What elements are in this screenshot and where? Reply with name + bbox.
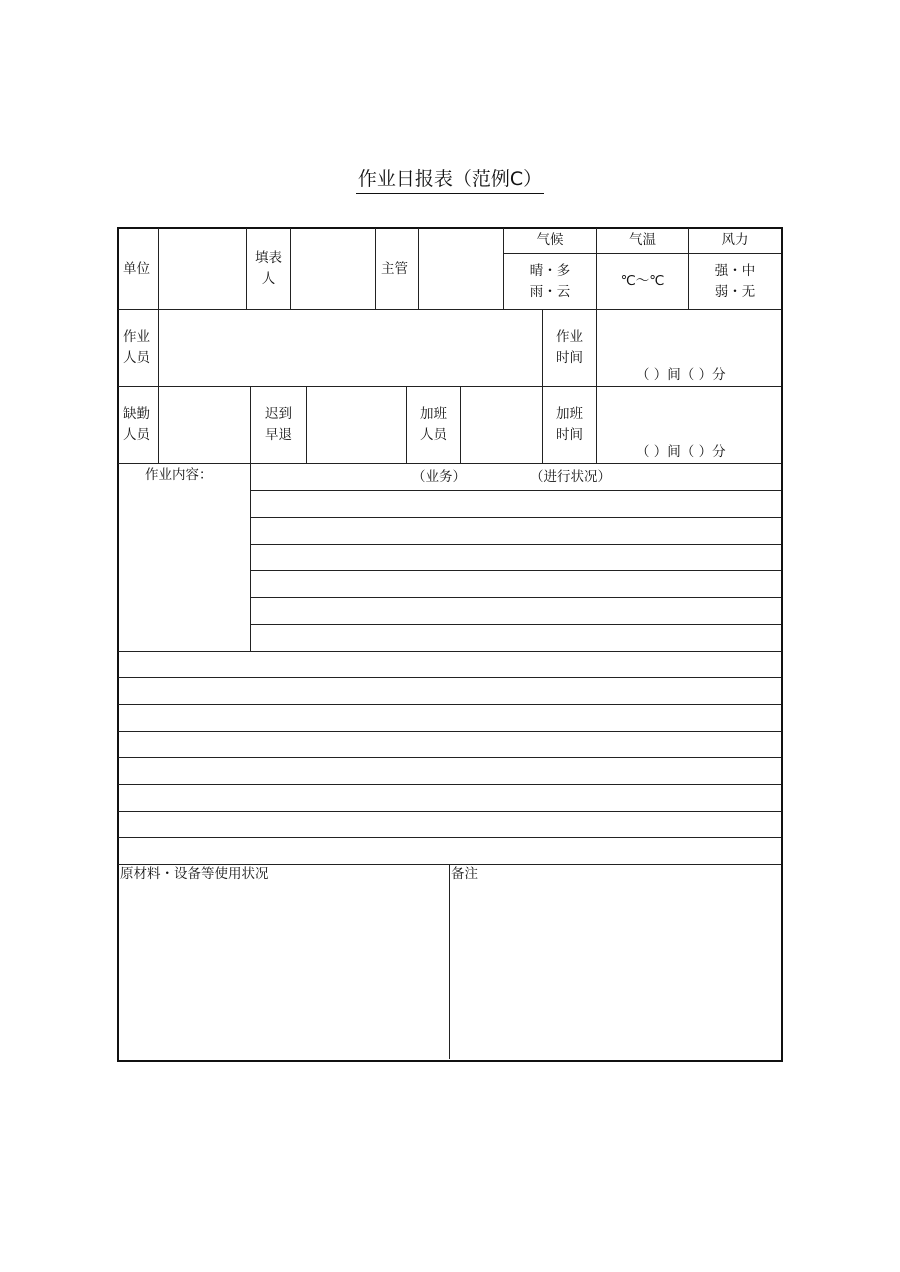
work-time-value: （ ）间（ ）分 (636, 367, 726, 383)
col-divider (375, 228, 376, 309)
materials-label: 原材料・设备等使用状况 (120, 866, 269, 882)
business-header: （业务） (412, 469, 466, 485)
temperature-range: ℃～℃ (620, 273, 665, 289)
col-divider (596, 386, 597, 463)
col-divider (158, 309, 159, 386)
content-line (118, 704, 781, 705)
late-leave-label: 迟到 早退 (265, 406, 292, 443)
unit-label: 单位 (123, 261, 150, 277)
overtime-time-value: （ ）间（ ）分 (636, 444, 726, 460)
row-divider-2 (118, 386, 781, 387)
row-divider-3 (118, 463, 781, 464)
overtime-time-label: 加班 时间 (556, 406, 583, 443)
content-line (118, 811, 781, 812)
weather-options: 晴・多 雨・云 (529, 263, 571, 300)
content-line (118, 651, 781, 652)
wind-label: 风力 (721, 232, 749, 248)
supervisor-label: 主管 (381, 261, 408, 277)
workers-label: 作业 人员 (123, 329, 150, 366)
report-table (117, 227, 783, 1062)
content-line (118, 757, 781, 758)
col-divider (290, 228, 291, 309)
absent-label: 缺勤 人员 (123, 406, 150, 443)
content-line (118, 837, 781, 838)
row-divider-1 (118, 309, 781, 310)
col-divider (460, 386, 461, 463)
content-line (118, 784, 781, 785)
page-title: 作业日报表（范例C） (0, 166, 900, 194)
content-line (250, 490, 781, 491)
weather-label: 气候 (536, 232, 564, 248)
col-divider (158, 228, 159, 309)
col-divider (158, 386, 159, 463)
content-line (118, 677, 781, 678)
content-label: 作业内容： (145, 467, 213, 483)
weather-header-divider (503, 253, 781, 254)
wind-options: 强・中 弱・无 (714, 263, 756, 300)
content-line (250, 597, 781, 598)
content-line (250, 624, 781, 625)
overtime-staff-label: 加班 人员 (420, 406, 447, 443)
filler-label: 填表 人 (255, 250, 282, 287)
content-line (250, 544, 781, 545)
content-label-divider (250, 463, 251, 651)
remarks-label: 备注 (451, 866, 478, 882)
content-line (250, 570, 781, 571)
col-divider (306, 386, 307, 463)
col-divider (596, 309, 597, 386)
footer-divider (449, 864, 450, 1059)
temperature-label: 气温 (629, 232, 656, 248)
col-divider (418, 228, 419, 309)
content-line (118, 731, 781, 732)
content-line (250, 517, 781, 518)
status-header: （进行状况） (530, 469, 611, 485)
work-time-label: 作业 时间 (556, 329, 583, 366)
